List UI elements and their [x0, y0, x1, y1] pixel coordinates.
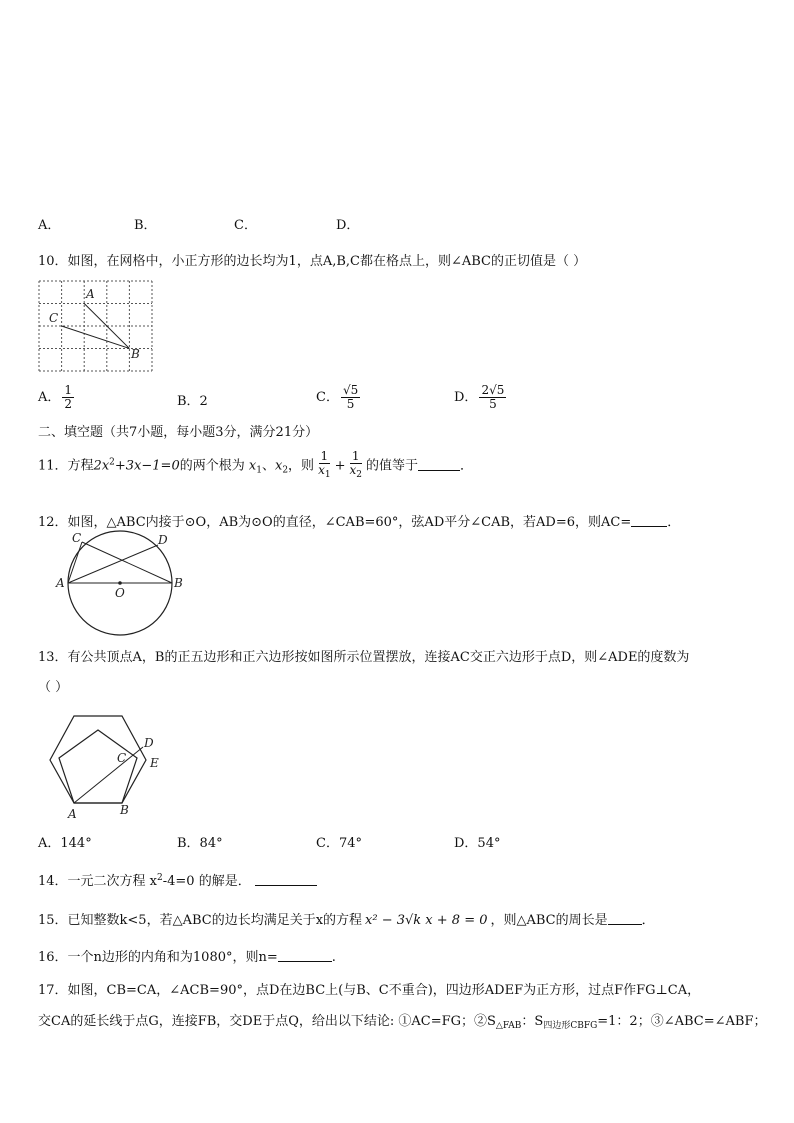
q11-fraction-1-den-sub: 1 — [324, 470, 331, 480]
q10-option-d-letter: D． — [454, 390, 478, 405]
q9-option-d: D． — [336, 218, 360, 233]
q10-option-a-letter: A． — [38, 390, 61, 405]
q11-fraction-2-denominator — [347, 464, 364, 482]
q16-answer-blank[interactable] — [278, 949, 332, 962]
q11-x1-sub: 1 — [256, 465, 262, 476]
q11-equation-b: +3x−1=0 — [114, 458, 180, 474]
q15-equation: x² − 3√k x + 8 = 0 — [365, 913, 488, 928]
q13-polygon-figure — [44, 712, 174, 824]
q12-label-o: O — [115, 586, 125, 600]
q9-option-c: C． — [234, 218, 257, 233]
q15-end: ． — [641, 913, 655, 928]
q12-label-a: A — [56, 576, 65, 590]
q13-option-c: C．74° — [316, 836, 362, 851]
q14-suffix: -4=0 的解是． — [162, 874, 251, 889]
q17-line2-sub2: 四边形CBFG — [543, 1021, 598, 1031]
q11-suffix: 的值等于 — [366, 458, 419, 474]
q13-stem: 13．有公共顶点A，B的正五边形和正六边形按如图所示位置摆放，连接AC交正六边形于点D，则∠ADE的度数为 — [38, 650, 690, 665]
q13-option-b: B．84° — [177, 836, 223, 851]
q14-prefix: 14．一元二次方程 x — [38, 874, 158, 889]
q15-stem — [38, 909, 655, 928]
q13-label-d: D — [144, 736, 154, 750]
q13-label-c: C — [117, 751, 127, 765]
q12-stem — [38, 511, 680, 530]
q10-stem: 10．如图，在网格中，小正方形的边长均为1，点A,B,C都在格点上，则∠ABC的正切值是（ ） — [38, 254, 587, 269]
q10-option-c-denominator: 5 — [346, 397, 355, 411]
q10-option-d — [454, 384, 508, 411]
q16-end: . — [331, 950, 336, 965]
q16-stem — [38, 946, 336, 965]
q11-fraction-1-den-x: x — [318, 463, 325, 477]
q10-grid-figure — [38, 280, 158, 374]
q13-label-e: E — [150, 756, 159, 770]
q11-fraction-2-numerator: 1 — [351, 449, 360, 463]
q16-text: 16．一个n边形的内角和为1080°，则n= — [38, 950, 278, 965]
q10-option-a — [38, 384, 76, 411]
q11-plus: + — [334, 458, 346, 474]
q13-option-a: A．144° — [38, 836, 92, 851]
q10-option-b: B．2 — [177, 394, 208, 409]
q10-option-c-numerator: √5 — [342, 383, 359, 397]
q12-label-d: D — [158, 533, 168, 547]
q15-prefix: 15．已知整数k<5，若△ABC的边长均满足关于x的方程 — [38, 913, 363, 928]
q11-fraction-2-den-x: x — [349, 463, 357, 477]
q17-line2-b: ：S — [521, 1014, 544, 1029]
q11-fraction-2-den-sub: 2 — [356, 470, 362, 480]
q11-fraction-1-denominator — [316, 464, 333, 482]
q12-answer-blank[interactable] — [631, 514, 667, 527]
q12-label-b: B — [174, 576, 183, 590]
q13-option-d: D．54° — [454, 836, 501, 851]
q11-prefix: 11．方程 — [38, 458, 94, 474]
q15-answer-blank[interactable] — [608, 912, 642, 925]
q11-middle: 的两个根为 — [179, 458, 245, 474]
q11-stem — [38, 450, 473, 482]
q10-option-a-fraction — [62, 384, 74, 411]
q17-line1: 17．如图，CB=CA，∠ACB=90°，点D在边BC上(与B、C不重合)，四边形ADEF为正方形，过点F作FG⊥CA， — [38, 983, 701, 998]
q13-label-a: A — [68, 807, 77, 821]
q13-paren: （ ） — [38, 680, 69, 695]
q9-option-a: A． — [38, 218, 61, 233]
q10-option-a-denominator: 2 — [64, 397, 73, 411]
q11-x1: x — [248, 458, 257, 474]
q11-fraction-1 — [316, 450, 333, 482]
q12-end: ． — [667, 515, 681, 530]
q10-option-c-letter: C． — [316, 390, 339, 405]
q13-label-b: B — [120, 803, 129, 817]
q17-line2-c: =1：2；③∠ABC=∠ABF； — [597, 1014, 767, 1029]
q10-option-d-numerator: 2√5 — [481, 383, 505, 397]
q10-label-b: B — [131, 347, 140, 361]
q10-label-c: C — [49, 311, 59, 325]
q11-x2-sub: 2 — [282, 465, 289, 476]
q10-option-c-fraction — [341, 384, 360, 411]
q14-sup: 2 — [157, 873, 163, 883]
q15-suffix: ，则△ABC的周长是 — [490, 913, 608, 928]
q14-stem — [38, 870, 317, 889]
q11-fraction-1-numerator: 1 — [320, 449, 329, 463]
q9-option-b: B． — [134, 218, 157, 233]
q12-stem-text: 12．如图，△ABC内接于⊙O，AB为⊙O的直径，∠CAB=60°，弦AD平分∠CAB，若AD=6，则AC= — [38, 515, 632, 530]
q11-fraction-2 — [347, 450, 364, 482]
q17-line2 — [38, 1010, 766, 1031]
q12-label-c: C — [72, 531, 82, 545]
section2-title: 二、填空题（共7小题，每小题3分，满分21分） — [38, 425, 319, 440]
q11-answer-blank[interactable] — [418, 458, 460, 471]
q14-answer-blank[interactable] — [255, 873, 317, 886]
q11-equation-sup: 2 — [109, 457, 115, 468]
q10-option-c — [316, 384, 362, 411]
q10-option-d-denominator: 5 — [489, 397, 497, 411]
q11-x2: x — [274, 458, 283, 474]
q17-line2-a: 交CA的延长线于点G，连接FB，交DE于点Q，给出以下结论: ①AC=FG；②S — [38, 1014, 496, 1029]
q10-option-a-numerator: 1 — [64, 383, 73, 397]
q11-then: ，则 — [288, 458, 315, 474]
q10-label-a: A — [86, 287, 95, 301]
q10-option-d-fraction — [479, 384, 506, 411]
q11-sep: 、 — [261, 458, 275, 474]
q11-equation-a: 2x — [93, 458, 110, 474]
q17-line2-sub1: △FAB — [495, 1021, 522, 1031]
q12-circle-figure — [52, 530, 192, 640]
q11-end: ． — [460, 458, 474, 474]
